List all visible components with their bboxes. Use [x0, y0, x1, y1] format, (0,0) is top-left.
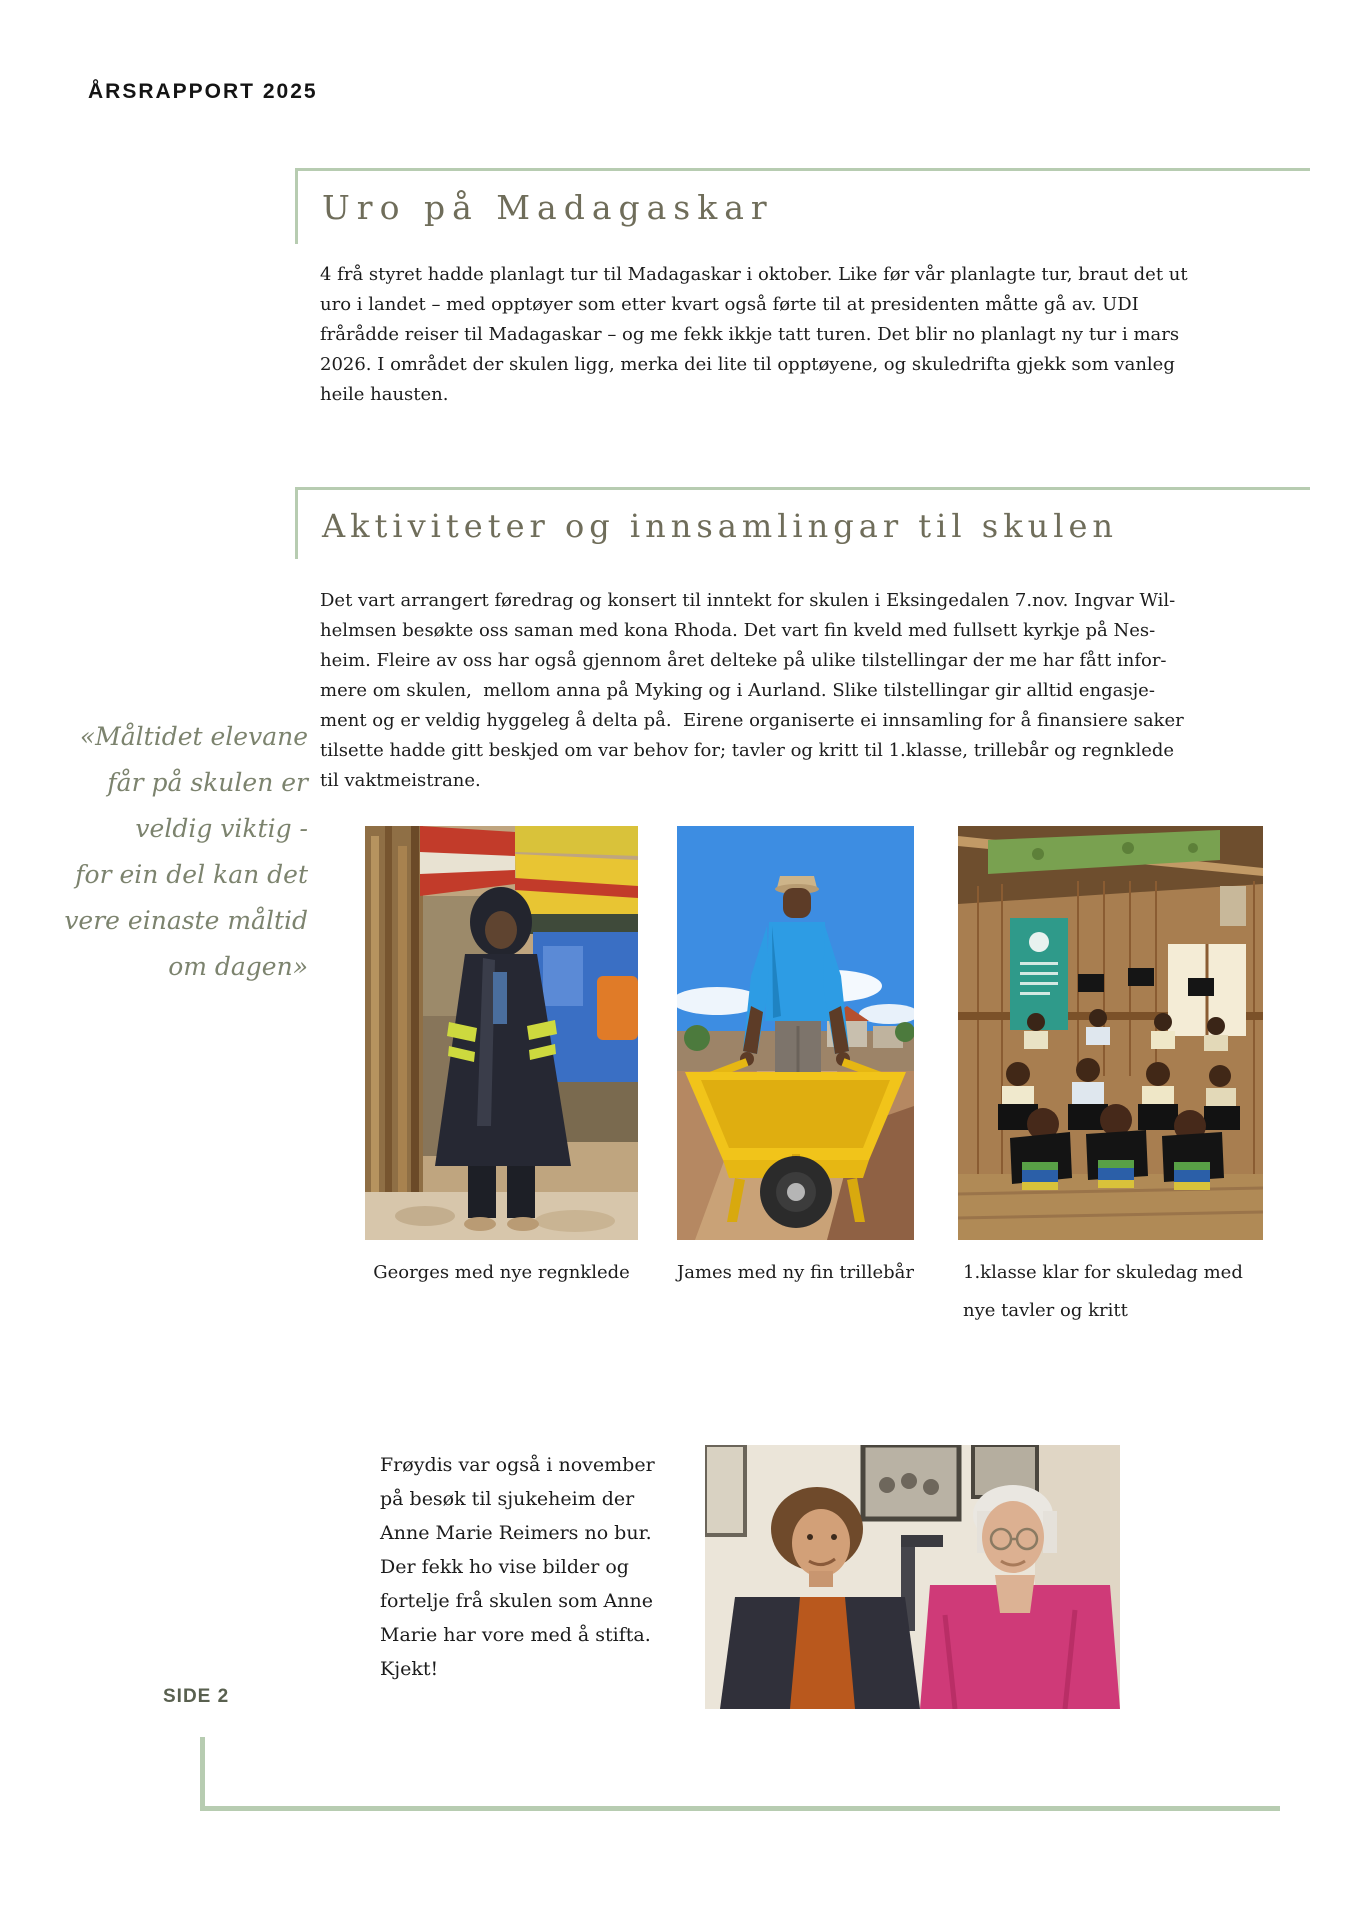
decorative-corner-line-vertical — [200, 1737, 205, 1809]
caption-line: 1.klasse klar for skuledag med — [963, 1262, 1243, 1283]
quote-line: for ein del kan det — [75, 860, 308, 889]
pull-quote — [36, 714, 308, 990]
quote-line: får på skulen er — [107, 768, 308, 797]
decorative-corner-line-horizontal — [200, 1806, 1280, 1811]
section-heading-box-aktiviteter — [295, 487, 1310, 559]
text-line: på besøk til sjukeheim der — [380, 1488, 635, 1510]
section-title-aktiviteter: Aktiviteter og innsamlingar til skulen — [322, 507, 1118, 545]
quote-line: «Måltidet elevane — [79, 722, 308, 751]
text-line: Marie har vore med å stifta. — [380, 1624, 651, 1646]
photo-nursing-home-visit — [705, 1445, 1120, 1709]
text-line: Det vart arrangert føredrag og konsert til inntekt for skulen i Eksingedalen 7.nov. Ingvar Wil- — [320, 590, 1176, 611]
text-line: fortelje frå skulen som Anne — [380, 1590, 653, 1612]
text-line: heile hausten. — [320, 384, 449, 405]
text-line: Anne Marie Reimers no bur. — [380, 1522, 652, 1544]
text-line: 2026. I området der skulen ligg, merka dei lite til opptøyene, og skuledrifta gjekk som vanleg — [320, 354, 1175, 375]
photo-georges-raincoat — [365, 826, 638, 1240]
paragraph-uro — [320, 260, 1188, 410]
photo-classroom-first-grade — [958, 826, 1263, 1240]
report-title: ÅRSRAPPORT 2025 — [88, 80, 318, 103]
quote-line: vere einaste måltid — [64, 906, 308, 935]
text-line: helmsen besøkte oss saman med kona Rhoda. Det vart fin kveld med fullsett kyrkje på Nes- — [320, 620, 1156, 641]
text-line: Frøydis var også i november — [380, 1454, 655, 1476]
quote-line: veldig viktig - — [135, 814, 308, 843]
text-line: uro i landet – med opptøyer som etter kvart også førte til at presidenten måtte gå av. UDI — [320, 294, 1139, 315]
text-line: mere om skulen, mellom anna på Myking og i Aurland. Slike tilstellingar gir alltid engasje- — [320, 680, 1155, 701]
photo-caption-james: James med ny fin trillebår — [677, 1262, 915, 1283]
text-line: Der fekk ho vise bilder og — [380, 1556, 629, 1578]
caption-line: nye tavler og kritt — [963, 1300, 1128, 1321]
quote-line: om dagen» — [168, 952, 308, 981]
page-number-label: SIDE 2 — [163, 1686, 230, 1707]
text-line: frårådde reiser til Madagaskar – og me fekk ikkje tatt turen. Det blir no planlagt ny tur i mars — [320, 324, 1180, 345]
text-line: 4 frå styret hadde planlagt tur til Madagaskar i oktober. Like før vår planlagte tur, braut det ut — [320, 264, 1188, 285]
section-heading-box-uro — [295, 168, 1310, 244]
paragraph-aktiviteter — [320, 586, 1184, 796]
photo-caption-georges: Georges med nye regnklede — [373, 1262, 630, 1283]
text-line: ment og er veldig hyggeleg å delta på. Eirene organiserte ei innsamling for å finansiere saker — [320, 710, 1184, 731]
visit-note-paragraph — [380, 1448, 655, 1686]
text-line: Kjekt! — [380, 1658, 439, 1680]
photo-caption-classroom — [963, 1254, 1268, 1330]
text-line: til vaktmeistrane. — [320, 770, 481, 791]
section-title-uro: Uro på Madagaskar — [322, 188, 774, 227]
text-line: tilsette hadde gitt beskjed om var behov for; tavler og kritt til 1.klasse, trillebår og regnklede — [320, 740, 1175, 761]
text-line: heim. Fleire av oss har også gjennom året delteke på ulike tilstellingar der me har fått infor- — [320, 650, 1167, 671]
photo-james-wheelbarrow — [677, 826, 914, 1240]
